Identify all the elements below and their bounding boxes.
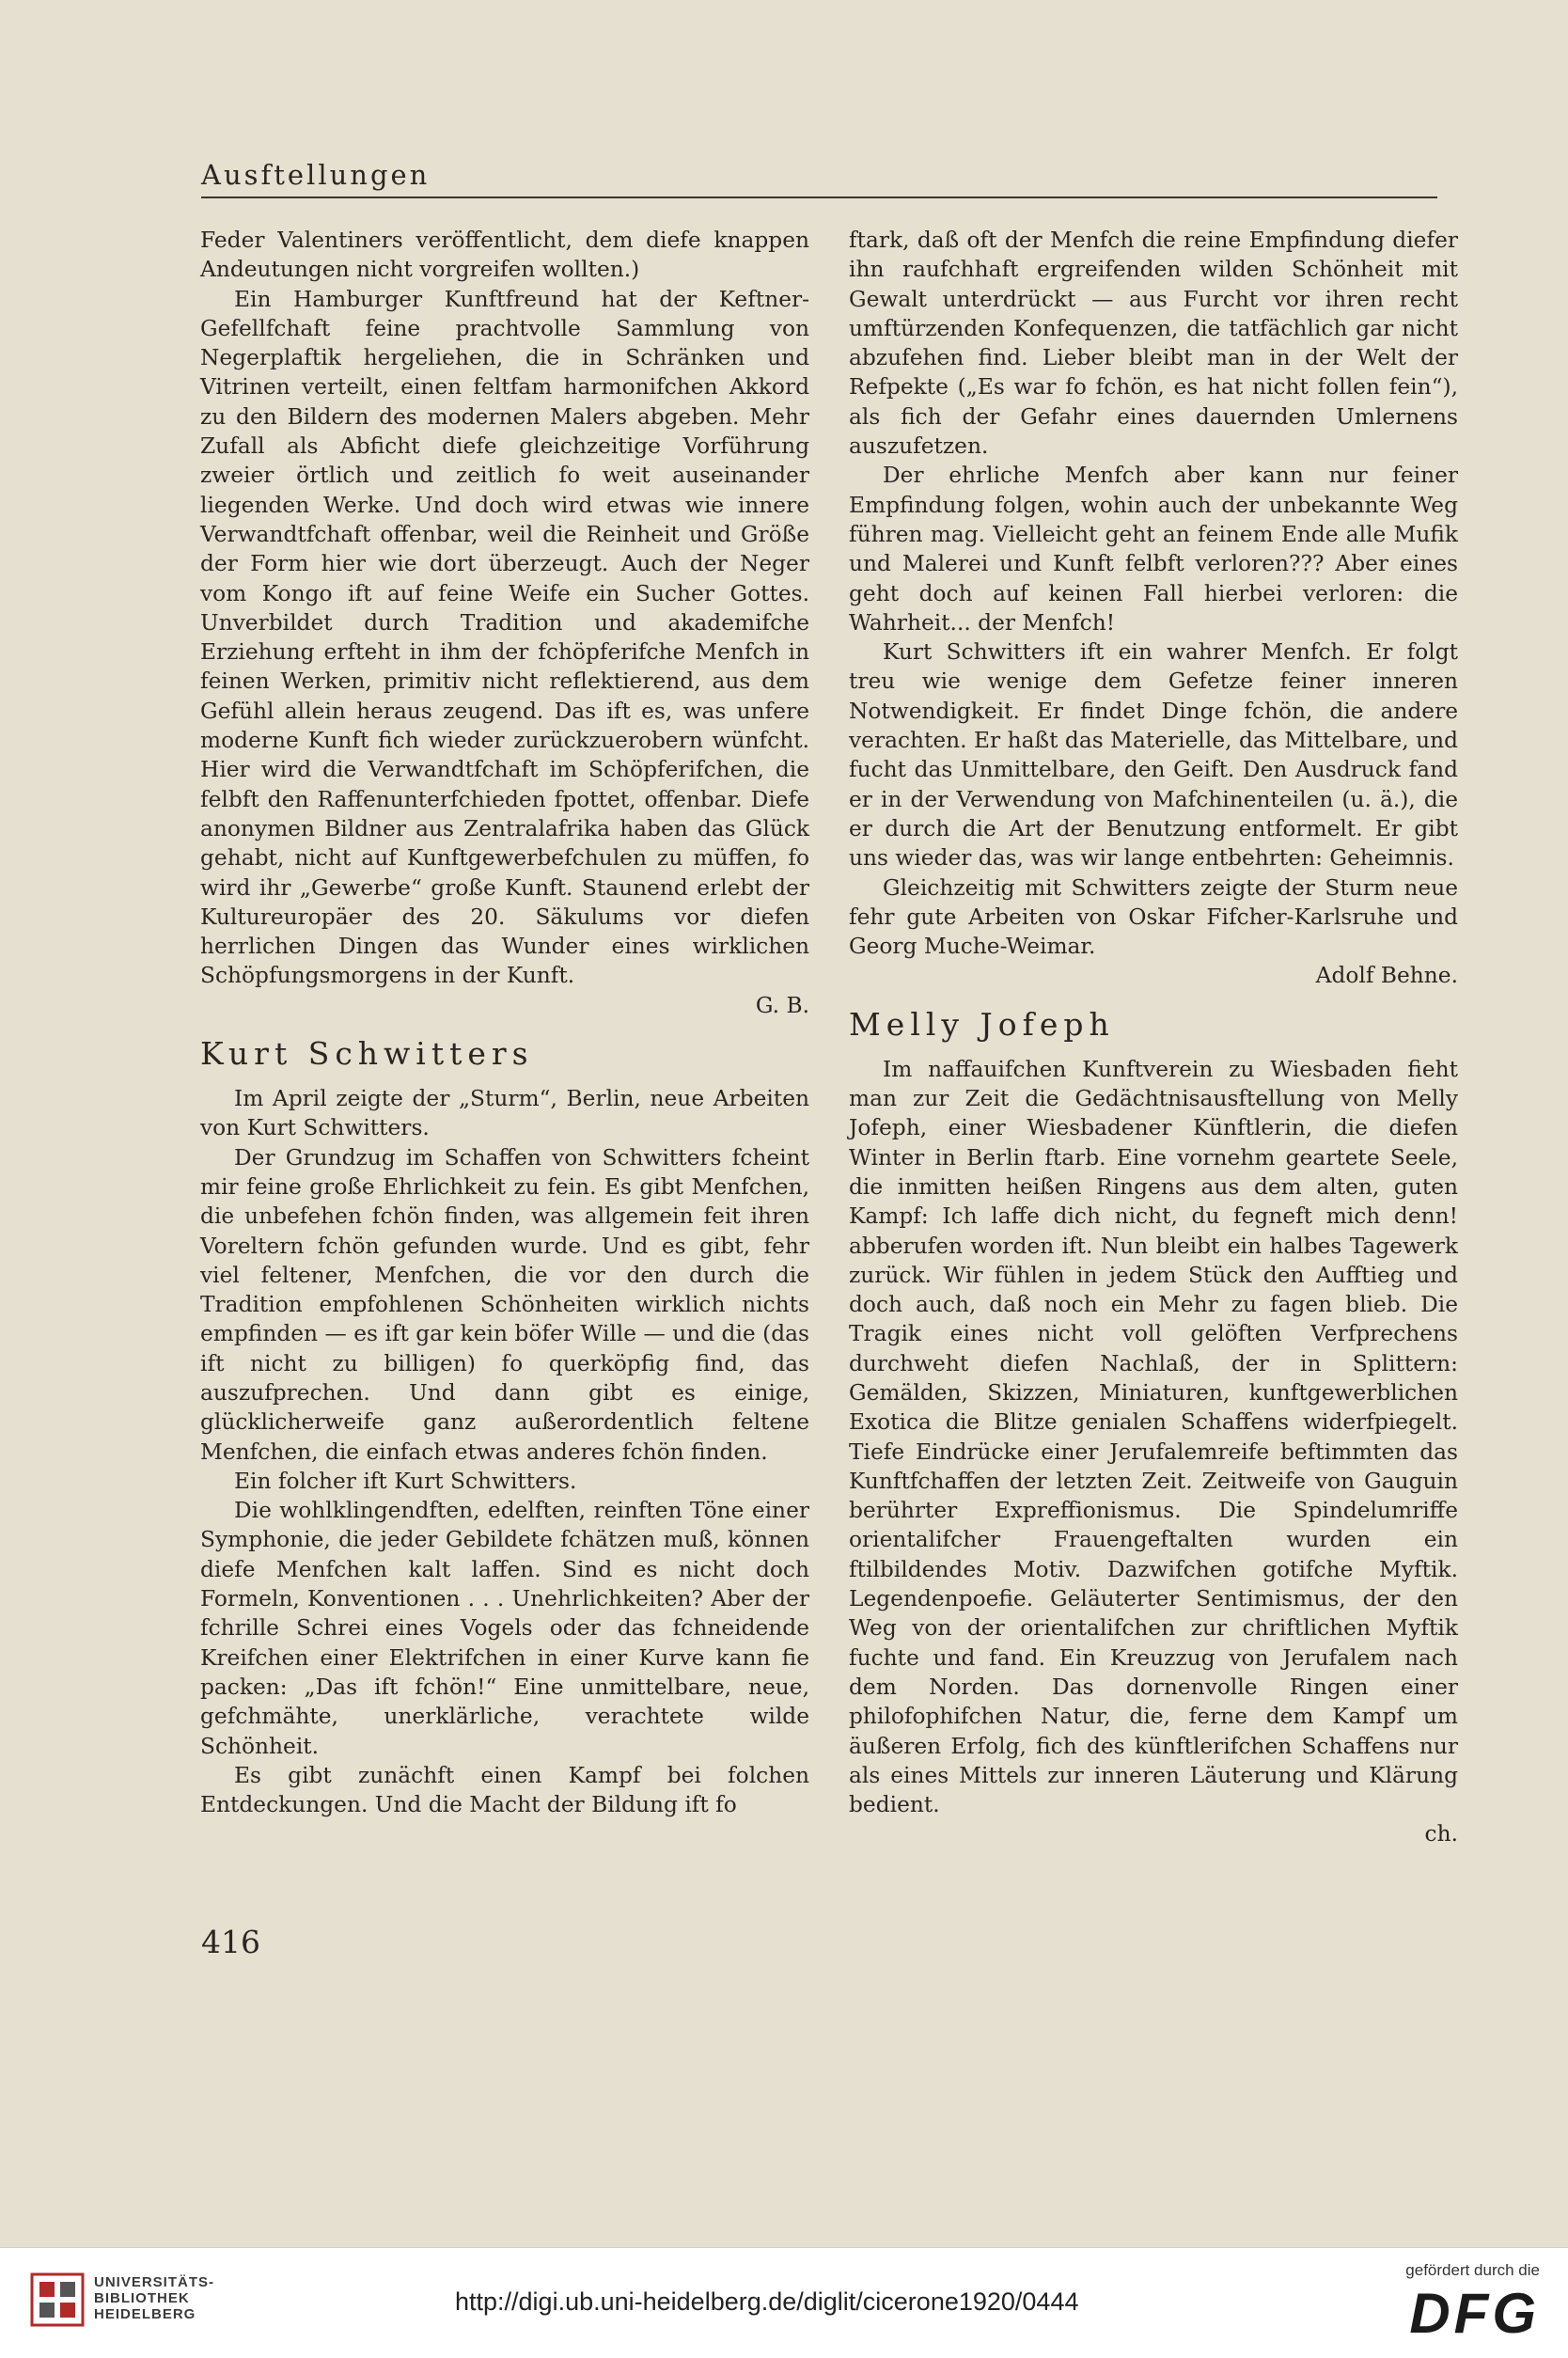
funding-note: gefördert durch die xyxy=(1405,2261,1540,2279)
paragraph: Der Grundzug im Schaffen von Schwitters fcheint mir feine große Ehrlichkeit zu fein. Es gibt Menfchen, die unbefehen fchön finden, was allgemein feit ihren Voreltern fchön gefunden wurde. Und es gibt, fehr viel feltener, Menfchen, die vor den durch die Tradition empfohlenen Schönheiten wirklich nichts empfinden — es ift gar kein böfer Wille — und die (das ift nicht zu billigen) fo querköpfig find, das auszufprechen. Und dann gibt es einige, glücklicherweife ganz außerordentlich feltene Menfchen, die einfach etwas anderes fchön finden. xyxy=(200,1144,809,1465)
permalink-url[interactable]: http://digi.ub.uni-heidelberg.de/diglit/cicerone1920/0444 xyxy=(455,2287,1079,2316)
author-signature: G. B. xyxy=(755,992,809,1018)
left-column xyxy=(200,226,809,1819)
paragraph: Der ehrliche Menfch aber kann nur feiner Empfindung folgen, wohin auch der unbekannte Weg führen mag. Vielleicht geht an feinem Ende alle Mufik und Malerei und Kunft felbft verloren??? Aber eines geht doch auf keinen Fall hierbei verloren: die Wahrheit... der Menfch! xyxy=(849,463,1458,636)
logo-line: HEIDELBERG xyxy=(94,2306,196,2322)
paragraph: Im April zeigte der „Sturm“, Berlin, neue Arbeiten von Kurt Schwitters. xyxy=(200,1086,809,1141)
paragraph: Kurt Schwitters ift ein wahrer Menfch. Er folgt treu wie wenige dem Gefetze feiner inneren Notwendigkeit. Er findet Dinge fchön, die andere verachten. Er haßt das Materielle, das Mittelbare, und fucht das Unmittelbare, den Geift. Den Ausdruck fand er in der Verwendung von Mafchinenteilen (u. ä.), die er durch die Art der Benutzung entformelt. Er gibt uns wieder das, was wir lange entbehrten: Geheimnis. xyxy=(849,639,1458,872)
university-logo-text xyxy=(94,2274,214,2322)
right-column xyxy=(849,226,1458,1849)
article-heading: Kurt Schwitters xyxy=(200,1035,534,1073)
paragraph: Im naffauifchen Kunftverein zu Wiesbaden fieht man zur Zeit die Gedächtnisausftellung von Melly Jofeph, einer Wiesbadener Künftlerin, die diefen Winter in Berlin ftarb. Eine vornehm geartete Seele, die inmitten heißen Ringens aus dem alten, guten Kampf: Ich laffe dich nicht, du fegneft mich denn! abberufen worden ift. Nun bleibt ein halbes Tagewerk zurück. Wir fühlen in jedem Stück den Aufftieg und doch auch, daß noch ein Mehr zu fagen blieb. Die Tragik eines nicht voll gelöften Verfprechens durchweht diefen Nachlaß, der in Splittern: Gemälden, Skizzen, Miniaturen, kunftgewerblichen Exotica die Blitze genialen Schaffens widerfpiegelt. Tiefe Eindrücke einer Jerufalemreife beftimmten das Kunftfchaffen der letzten Zeit. Zeitweife von Gauguin berührter Expreffionismus. Die Spindelumriffe orientalifcher Frauengeftalten wurden ein ftilbildendes Motiv. Dazwifchen gotifche Myftik. Legendenpoefie. Geläuterter Sentimismus, der den Weg von der orientalifchen zur chriftlichen Myftik fuchte und fand. Ein Kreuzzug von Jerufalem nach dem Norden. Das dornenvolle Ringen einer philofophifchen Natur, die, ferne dem Kampf um äußeren Erfolg, fich des künftlerifchen Schaffens nur als eines Mittels zur inneren Läuterung und Klärung bedient. xyxy=(849,1056,1458,1818)
paragraph: Die wohlklingendften, edelften, reinften Töne einer Symphonie, die jeder Gebildete fchätzen muß, können diefe Menfchen kalt laffen. Sind es nicht doch Formeln, Konventionen . . . Unehrlichkeiten? Aber der fchrille Schrei eines Vogels oder das fchneidende Kreifchen einer Elektrifchen in einer Kurve kann fie packen: „Das ift fchön!“ Eine unmittelbare, neue, gefchmähte, unerklärliche, verachtete wilde Schönheit. xyxy=(200,1498,809,1759)
paragraph: Ein Hamburger Kunftfreund hat der Keftner-Gefellfchaft feine prachtvolle Sammlung von Negerplaftik hergeliehen, die in Schränken und Vitrinen verteilt, einen feltfam harmonifchen Akkord zu den Bildern des modernen Malers abgeben. Mehr Zufall als Abficht diefe gleichzeitige Vorführung zweier örtlich und zeitlich fo weit auseinander liegenden Werke. Und doch wird etwas wie innere Verwandtfchaft offenbar, weil die Reinheit und Größe der Form hier wie dort überzeugt. Auch der Neger vom Kongo ift auf feine Weife ein Sucher Gottes. Unverbildet durch Tradition und akademifche Erziehung erfteht in ihm der fchöpferifche Menfch in feinen Werken, primitiv nicht reflektierend, aus dem Gefühl allein heraus zeugend. Das ift es, was unfere moderne Kunft fich wieder zurückzuerobern wünfcht. Hier wird die Verwandtfchaft im Schöpferifchen, die felbft den Raffenunterfchieden fpottet, offenbar. Diefe anonymen Bildner aus Zentralafrika haben das Glück gehabt, nicht auf Kunftgewerbefchulen zu müffen, fo wird ihr „Gewerbe“ große Kunft. Staunend erlebt der Kultureuropäer des 20. Säkulums vor diefen herrlichen Dingen das Wunder eines wirklichen Schöpfungsmorgens in der Kunft. xyxy=(200,286,809,989)
paragraph: ftark, daß oft der Menfch die reine Empfindung diefer ihn raufchhaft ergreifenden wilden Schönheit mit Gewalt unterdrückt — aus Furcht vor ihren recht umftürzenden Konfequenzen, die tatfächlich gar nicht abzufehen find. Lieber bleibt man in der Welt der Refpekte („Es war fo fchön, es hat nicht follen fein“), als fich der Gefahr eines dauernden Umlernens auszufetzen. xyxy=(849,228,1458,460)
logo-line: UNIVERSITÄTS- xyxy=(94,2274,215,2290)
paragraph: Gleichzeitig mit Schwitters zeigte der Sturm neue fehr gute Arbeiten von Oskar Fifcher-Karlsruhe und Georg Muche-Weimar. xyxy=(849,874,1458,960)
logo-line: BIBLIOTHEK xyxy=(94,2290,190,2306)
section-title: Ausftellungen xyxy=(201,159,431,191)
paragraph: Es gibt zunächft einen Kampf bei folchen Entdeckungen. Und die Macht der Bildung ift fo xyxy=(200,1762,809,1818)
author-signature: Adolf Behne. xyxy=(1315,963,1458,989)
page-header xyxy=(201,155,1437,198)
paragraph: Ein folcher ift Kurt Schwitters. xyxy=(234,1468,577,1494)
dfg-logo: DFG xyxy=(1409,2282,1540,2345)
author-signature: ch. xyxy=(1424,1821,1458,1847)
paragraph: Feder Valentiners veröffentlicht, dem diefe knappen Andeutungen nicht vorgreifen wollten.) xyxy=(200,228,809,283)
page-number: 416 xyxy=(201,1924,260,1960)
university-logo-icon xyxy=(30,2272,85,2327)
article-heading: Melly Jofeph xyxy=(849,1005,1115,1043)
footer-bar xyxy=(0,2247,1568,2358)
